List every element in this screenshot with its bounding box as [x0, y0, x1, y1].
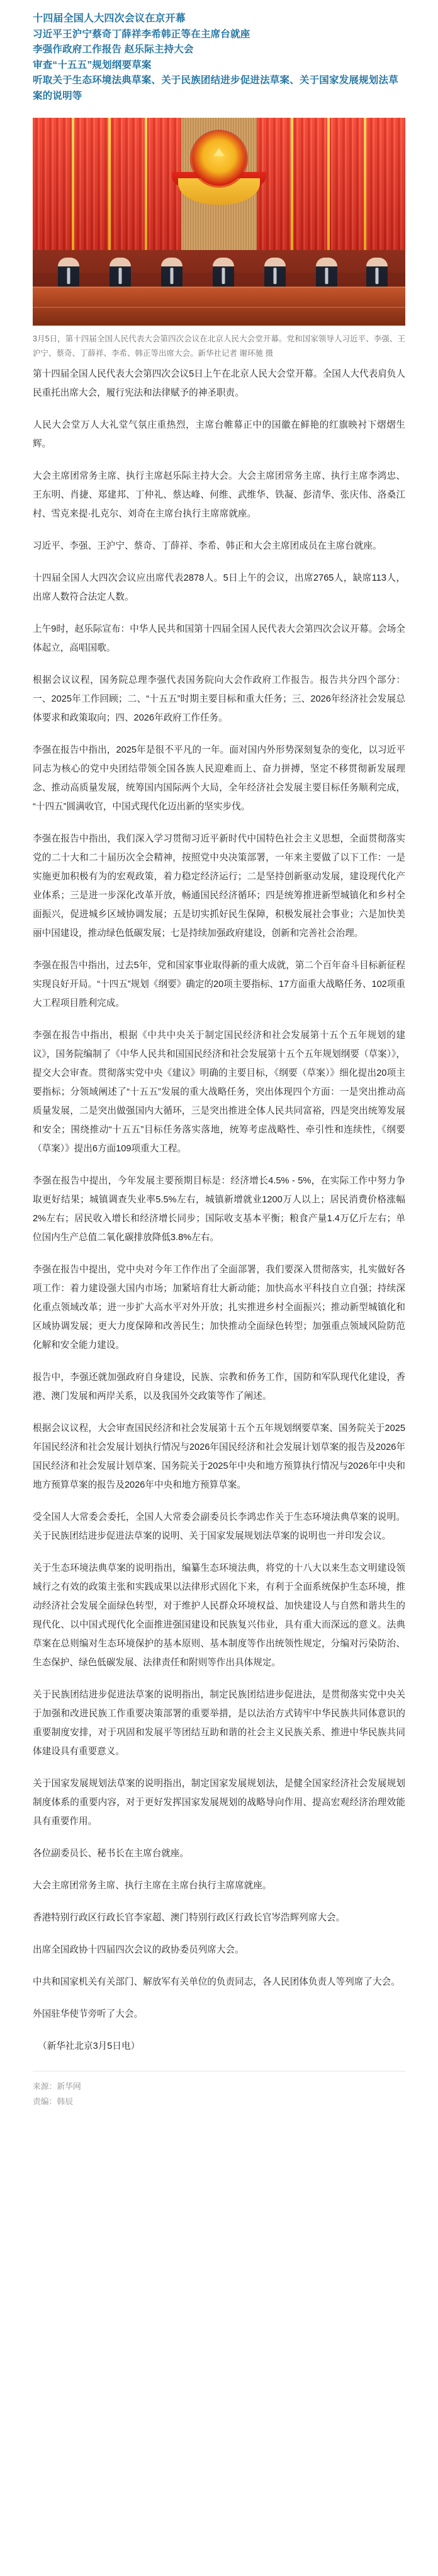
photo-curtain-right: [257, 118, 405, 250]
paragraph: 报告中，李强还就加强政府自身建设，民族、宗教和侨务工作，国防和军队现代化建设，香港、澳门发展和两岸关系，以及我国外交政策等作了阐述。: [33, 1372, 405, 1401]
photo-caption: 3月5日，第十四届全国人民代表大会第四次会议在北京人民大会堂开幕。党和国家领导人习近平、李强、王沪宁、蔡奇、丁薛祥、李希、韩正等出席大会。新华社记者 谢环驰 摄: [33, 334, 405, 358]
page-title: 十四届全国人大四次会议在京开幕: [33, 13, 186, 24]
paragraph: 大会主席团常务主席、执行主席赵乐际主持大会。大会主席团常务主席、执行主席李鸿忠、王东明、肖捷、郑建邦、丁仲礼、蔡达峰、何维、武维华、铁凝、彭清华、张庆伟、洛桑江村、雪克来提·扎克尔、刘奇在主席台执行主席席就座。: [33, 471, 405, 519]
paragraph: 大会主席团常务主席、执行主席在主席台执行主席席就座。: [33, 1881, 272, 1891]
paragraph: 香港特别行政区行政长官李家超、澳门特别行政区行政长官岑浩辉列席大会。: [33, 1913, 345, 1923]
paragraph: 受全国人大常委会委托，全国人大常委会副委员长李鸿忠作关于生态环境法典草案的说明。关于民族团结进步促进法草案的说明、关于国家发展规划法草案的说明也一并印发会议。: [33, 1512, 405, 1541]
article-photo-wrapper: [33, 118, 405, 326]
paragraph: 李强在报告中指出，过去5年，党和国家事业取得新的重大成就，第二个百年奋斗目标新征程实现良好开局。“十四五”规划《纲要》确定的20项主要指标、17方面重大战略任务、102项重大工程项目胜利完成。: [33, 960, 405, 1008]
paragraph: 习近平、李强、王沪宁、蔡奇、丁薛祥、李希、韩正和大会主席团成员在主席台就座。: [33, 541, 382, 551]
flag-pole-icon: [145, 118, 147, 250]
paragraph: 李强在报告中提出，今年发展主要预期目标是：经济增长4.5% - 5%，在实际工作中努力争取更好结果；城镇调查失业率5.5%左右，城镇新增就业1200万人以上；居民消费价格涨幅2%左右；居民收入增长和经济增长同步；国际收支基本平衡；粮食产量1.4万亿斤左右；单位国内生产总值二氧化碳排放降低3.8%左右。: [33, 1176, 405, 1243]
paragraph: 李强在报告中指出，2025年是很不平凡的一年。面对国内外形势深刻复杂的变化，以习近平同志为核心的党中央团结带领全国各族人民迎难而上、奋力拼搏，坚定不移贯彻新发展理念、推动高质量发展，统筹国内国际两个大局，全年经济社会发展主要目标任务顺利完成，“十四五”圆满收官，中国式现代化迈出新的坚实步伐。: [33, 745, 405, 812]
editor-label: 责编：: [33, 2097, 57, 2106]
article-meta: [0, 2072, 438, 2160]
paragraph: 李强在报告中提出，党中央对今年工作作出了全面部署，我们要深入贯彻落实，扎实做好各项工作：着力建设强大国内市场；加紧培育壮大新动能；加快高水平科技自立自强；持续深化重点领域改革；进一步扩大高水平对外开放；扎实推进乡村全面振兴；推动新型城镇化和区域协调发展；更大力度保障和改善民生；加快推动全面绿色转型；加强重点领域风险防范化解和安全能力建设。: [33, 1265, 405, 1350]
paragraph: 人民大会堂万人大礼堂气氛庄重热烈，主席台帷幕正中的国徽在鲜艳的红旗映衬下熠熠生辉。: [33, 420, 405, 449]
flag-pole-icon: [108, 118, 111, 250]
paragraph: 根据会议议程，国务院总理李强代表国务院向大会作政府工作报告。报告共分四个部分：一、2025年工作回顾；二、“十五五”时期主要目标和重大任务；三、2026年经济社会发展总体要求和政策取向；四、2026年政府工作任务。: [33, 675, 405, 723]
star-icon: [213, 148, 225, 156]
headline-subline-1: 习近平王沪宁蔡奇丁薛祥李希韩正等在主席台就座: [33, 28, 250, 40]
paragraph: 李强在报告中指出，根据《中共中央关于制定国民经济和社会发展第十五个五年规划的建议》，国务院编制了《中华人民共和国国民经济和社会发展第十五个五年规划纲要（草案）》，提交大会审查。贯彻落实党中央《建议》明确的主要目标，《纲要（草案）》细化提出20项主要指标；分领域阐述了“十五五”发展的重大战略任务，突出体现四个方面：一是突出推动高质量发展，二是突出做强国内大循环，三是突出推进全体人民共同富裕，四是突出统筹发展和安全；围绕推动“十五五”目标任务落实落地，统筹考虑战略性、牵引性和连续性，《纲要（草案）》提出6方面109项重大工程。: [33, 1030, 405, 1154]
paragraph: 关于国家发展规划法草案的说明指出，制定国家发展规划法，是健全国家经济社会发展规划制度体系的重要内容，对于更好发挥国家发展规划的战略导向作用、提高宏观经济治理效能具有重要作用。: [33, 1779, 405, 1827]
paragraph: 李强在报告中指出，我们深入学习贯彻习近平新时代中国特色社会主义思想，全面贯彻落实党的二十大和二十届历次全会精神，按照党中央决策部署，一年来主要做了以下工作：一是实施更加积极有为的宏观政策，着力稳定经济运行；二是坚持创新驱动发展，建设现代化产业体系；三是进一步深化改革开放，畅通国民经济循环；四是统筹推进新型城镇化和乡村全面振兴，促进城乡区域协调发展；五是切实抓好民生保障，积极发展社会事业；六是加快美丽中国建设，推动绿色低碳发展；七是持续加强政府建设，创新和完善社会治理。: [33, 834, 405, 938]
flag-pole-icon: [364, 118, 366, 250]
headline-subline-4: 听取关于生态环境法典草案、关于民族团结进步促进法草案、关于国家发展规划法草案的说明等: [33, 75, 398, 101]
flag-pole-icon: [291, 118, 293, 250]
paragraph: 关于民族团结进步促进法草案的说明指出，制定民族团结进步促进法，是贯彻落实党中央关于加强和改进民族工作重要决策部署的重要举措，是以法治方式铸牢中华民族共同体意识的重要制度安排，对于巩固和发展平等团结互助和谐的社会主义民族关系、推进中华民族共同体建设具有重要意义。: [33, 1690, 405, 1757]
headline-block: [0, 0, 438, 110]
national-emblem-icon: [192, 132, 246, 186]
flag-pole-icon: [327, 118, 330, 250]
photo-curtain-left: [33, 118, 181, 250]
editor-row: [33, 2094, 405, 2109]
paragraph: 出席全国政协十四届四次会议的政协委员列席大会。: [33, 1945, 244, 1955]
paragraph: 关于生态环境法典草案的说明指出，编纂生态环境法典，将党的十八大以来生态文明建设领域行之有效的政策主张和实践成果以法律形式固化下来，有利于全面系统保护生态环境，推动经济社会发展全面绿色转型，对于维护人民群众环境权益、加快建设人与自然和谐共生的现代化、以中国式现代化全面推进强国建设和民族复兴伟业，具有重大而深远的意义。法典草案在总则编对生态环境保护的基本原则、基本制度等作出统领性规定，分编对污染防治、生态保护、绿色低碳发展、法律责任和附则等作出具体规定。: [33, 1563, 405, 1668]
paragraph: 上午9时，赵乐际宣布：中华人民共和国第十四届全国人民代表大会第四次会议开幕。会场全体起立，高唱国歌。: [33, 624, 405, 653]
article-body: [0, 361, 438, 2056]
paragraph: 第十四届全国人民代表大会第四次会议5日上午在北京人民大会堂开幕。全国人大代表肩负人民重托出席大会，履行宪法和法律赋予的神圣职责。: [33, 369, 405, 398]
headline-subline-3: 审查“十五五”规划纲要草案: [33, 59, 152, 71]
paragraph: 各位副委员长、秘书长在主席台就座。: [33, 1849, 189, 1859]
paragraph: 外国驻华使节旁听了大会。: [33, 2009, 143, 2019]
headline-subline-2: 李强作政府工作报告 赵乐际主持大会: [33, 44, 194, 55]
photo-rostrum-desk: [33, 287, 405, 326]
flag-pole-icon: [72, 118, 74, 250]
dispatch-line: （新华社北京3月5日电）: [38, 2041, 140, 2051]
paragraph: 十四届全国人大四次会议应出席代表2878人。5日上午的会议，出席2765人，缺席113人，出席人数符合法定人数。: [33, 573, 405, 602]
paragraph: 根据会议议程，大会审查国民经济和社会发展第十五个五年规划纲要草案、国务院关于2025年国民经济和社会发展计划执行情况与2026年国民经济和社会发展计划草案的报告及2026年国民经济和社会发展计划草案、国务院关于2025年中央和地方预算执行情况与2026年中央和地方预算草案的报告及2026年中央和地方预算草案。: [33, 1423, 405, 1490]
source-row: [33, 2079, 405, 2094]
source-label: 来源：: [33, 2082, 57, 2091]
editor-value: 韩辰: [57, 2097, 73, 2106]
article-photo: [33, 118, 405, 326]
paragraph: 中共和国家机关有关部门、解放军有关单位的负责同志，各人民团体负责人等列席了大会。: [33, 1977, 400, 1987]
source-value: 新华网: [57, 2082, 81, 2091]
